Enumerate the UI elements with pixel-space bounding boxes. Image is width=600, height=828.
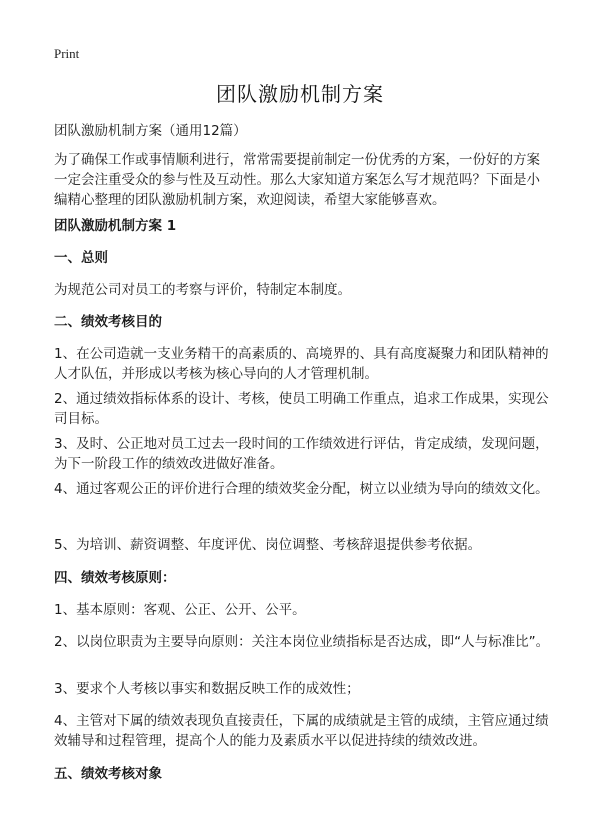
list-item: 2、以岗位职责为主要导向原则：关注本岗位业绩指标是否达成，即“人与标准比”。 — [54, 634, 550, 650]
list-item: 1、在公司造就一支业务精干的高素质的、高境界的、具有高度凝聚力和团队精神的人才队伍，并形成以考核为核心导向的人才管理机制。 — [54, 346, 549, 382]
list-item: 1、基本原则：客观、公正、公开、公平。 — [54, 602, 306, 618]
list-item: 2、通过绩效指标体系的设计、考核，使员工明确工作重点，追求工作成果，实现公司目标。 — [54, 391, 549, 427]
list-item: 4、主管对下属的绩效表现负直接责任，下属的成绩就是主管的成绩，主管应通过绩效辅导和过程管理，提高个人的能力及素质水平以促进持续的绩效改进。 — [54, 713, 549, 749]
list-item: 4、通过客观公正的评价进行合理的绩效奖金分配，树立以业绩为导向的绩效文化。 — [54, 481, 549, 497]
list-item: 5、为培训、薪资调整、年度评优、岗位调整、考核辞退提供参考依据。 — [54, 537, 482, 553]
heading-principles: 四、绩效考核原则： — [54, 570, 176, 586]
heading-purpose: 二、绩效考核目的 — [54, 314, 162, 330]
document-subtitle: 团队激励机制方案（通用12篇） — [54, 123, 247, 139]
list-item: 3、要求个人考核以事实和数据反映工作的成效性； — [54, 681, 360, 697]
section-title: 团队激励机制方案 1 — [54, 218, 177, 234]
intro-paragraph: 为了确保工作或事情顺利进行，常常需要提前制定一份优秀的方案，一份好的方案一定会注重受众的参与性及互动性。那么大家知道方案怎么写才规范吗？下面是小编精心整理的团队激励机制方案，欢迎阅读，希望大家能够喜欢。 — [54, 152, 540, 208]
print-link[interactable]: Print — [54, 46, 80, 61]
list-item: 3、及时、公正地对员工过去一段时间的工作绩效进行评估，肯定成绩，发现问题，为下一阶段工作的绩效改进做好准备。 — [54, 436, 549, 472]
heading-targets: 五、绩效考核对象 — [54, 766, 162, 782]
paragraph: 为规范公司对员工的考察与评价，特制定本制度。 — [54, 282, 351, 298]
page-title: 团队激励机制方案 — [216, 82, 384, 106]
heading-general: 一、总则 — [54, 250, 108, 266]
